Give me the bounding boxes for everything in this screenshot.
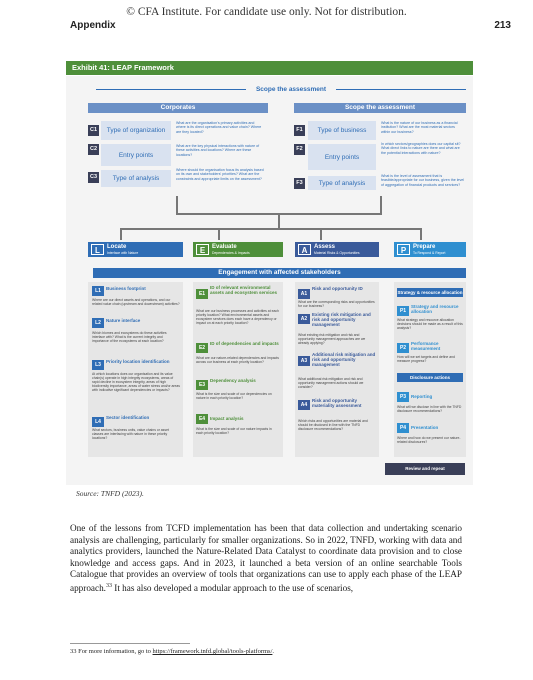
scope-f2-desc: In which sectors/geographies does our capital sit? What direct links to nature are there and what are the potential interactions with nature? [381, 142, 461, 155]
connector-to-locate [120, 228, 122, 240]
code-c2: C2 [88, 144, 99, 155]
scope-right-header: Scope the assessment [294, 103, 466, 113]
code-p1: P1 [397, 306, 409, 316]
assess-a4-title: Risk and opportunity materiality assessment [312, 398, 362, 408]
connector-to-prepare [420, 228, 422, 240]
assess-a1-question: What are the corresponding risks and opportunities for our business? [298, 300, 375, 309]
footnote [70, 648, 274, 655]
locate-l1-question: Where are our direct assets and operations, and our related value chain (upstream and downstream) activities? [92, 298, 180, 307]
step-assess-title: Assess [314, 244, 336, 251]
assess-a4-question: Which risks and opportunities are material and should be disclosed in line with the TNFD disclosure recommendations? [298, 419, 368, 432]
step-prepare [394, 242, 466, 257]
code-f1: F1 [294, 125, 305, 136]
code-e3: E3 [196, 380, 208, 390]
connector-center [278, 213, 280, 229]
exhibit-title: Exhibit 41: LEAP Framework [66, 61, 473, 75]
prepare-p1-question: What strategy and resource allocation decisions should be made as a result of this analysis? [397, 318, 463, 331]
locate-l3-title: Priority location identification [106, 359, 170, 364]
review-and-repeat: Review and repeat [385, 463, 465, 475]
code-l1: L1 [92, 286, 104, 296]
code-c1: C1 [88, 125, 99, 136]
scope-rule-left [96, 89, 246, 90]
connector-to-evaluate [218, 228, 220, 240]
step-prepare-subtitle: To Respond & Report [413, 250, 446, 255]
locate-l4-title: Sector identification [106, 415, 150, 420]
code-a1: A1 [298, 289, 310, 299]
code-a2: A2 [298, 314, 310, 324]
evaluate-e2-title: ID of dependencies and impacts [210, 341, 279, 346]
code-p3: P3 [397, 392, 409, 402]
corporates-type-of-analysis: Type of analysis [101, 170, 171, 187]
body-text: One of the lessons from TCFD implementation has been that data collection and undertaking scenario analysis are challenging, particularly for smaller organizations. So in 2022, TNFD, working with data and analytics providers, launched the Nature-Related Data Catalyst to coordinate data provision and to close knowledge and access gaps. And in 2023, it launched a beta version of an online searchable Tools Catalogue that provides an overview of tools that organizations can use to apply each phase of the LEAP approach. [70, 523, 462, 594]
evaluate-e4-title: Impact analysis [210, 416, 244, 421]
locate-l2-title: Nature interface [106, 318, 141, 323]
locate-l3-question: At which locations does our organisation and its value chain(s) operate in high integrity ecosystems, areas of rapid decline in ecosystem integrity, areas of high biodiversity importance, areas of water stress and/or areas with indicative significant dependencies or impacts? [92, 372, 181, 393]
prepare-disclosure-bar: Disclosure actions [397, 373, 463, 382]
prepare-p2-question: How will we set targets and define and measure progress? [397, 355, 455, 364]
step-evaluate-letter: E [196, 244, 209, 255]
connector-left-down [176, 196, 178, 214]
section-title: Appendix [70, 20, 116, 31]
engagement-bar: Engagement with affected stakeholders [93, 268, 466, 278]
locate-l4-question: What sectors, business units, value chains or asset classes are interfacing with nature in these priority locations? [92, 428, 169, 441]
code-c3: C3 [88, 172, 99, 183]
assess-a2-question: What existing risk mitigation and risk and opportunity management approaches are we already applying? [298, 333, 366, 346]
assess-a1-title: Risk and opportunity ID [312, 286, 363, 291]
code-f2: F2 [294, 144, 305, 155]
footnote-ref[interactable]: 33 [105, 582, 112, 589]
prepare-p3-title: Reporting [411, 394, 433, 399]
evaluate-e2-question: What are our nature-related dependencies and impacts across our business at each priority location? [196, 356, 279, 365]
step-evaluate [193, 242, 283, 257]
code-e4: E4 [196, 414, 208, 424]
corporates-type-of-organization: Type of organization [101, 121, 171, 140]
code-a4: A4 [298, 400, 310, 410]
code-p4: P4 [397, 423, 409, 433]
scope-rule-right [336, 89, 466, 90]
scope-label: Scope the assessment [255, 86, 327, 93]
step-locate-subtitle: Interface with Nature [107, 250, 139, 255]
connector-to-assess [320, 228, 322, 240]
scope-type-of-business: Type of business [308, 121, 376, 140]
code-f3: F3 [294, 178, 305, 189]
code-p2: P2 [397, 343, 409, 353]
corporates-c2-desc: What are the key physical interactions with nature of these activities and locations? Where are these locations? [176, 144, 260, 157]
evaluate-e1-title: ID of relevant environmental assets and ecosystem services [210, 285, 278, 295]
code-e1: E1 [196, 289, 208, 299]
scope-f3-desc: What is the level of assessment that is feasible/appropriate for our business, given the level of aggregation of financial products and services? [381, 174, 465, 187]
step-prepare-letter: P [397, 244, 410, 255]
step-evaluate-title: Evaluate [212, 244, 237, 251]
code-e2: E2 [196, 343, 208, 353]
corporates-c1-desc: What are the organisation's primary activities and where is its direct operations and value chain? Where are they located? [176, 121, 262, 134]
step-evaluate-subtitle: Dependencies & Impacts [212, 250, 250, 255]
prepare-p4-question: Where and how do we present our nature-related disclosures? [397, 436, 461, 445]
assess-a3-title: Additional risk mitigation and risk and opportunity management [312, 352, 376, 367]
scope-f1-desc: What is the nature of our business as a financial institution? What are the most material sectors within our business? [381, 121, 458, 134]
code-a3: A3 [298, 356, 310, 366]
copyright-notice: © CFA Institute. For candidate use only. Not for distribution. [126, 6, 407, 18]
step-assess [295, 242, 379, 257]
locate-l1-title: Business footprint [106, 286, 146, 291]
step-locate [88, 242, 183, 257]
prepare-p4-title: Presentation [411, 425, 439, 430]
code-l3: L3 [92, 360, 104, 370]
prepare-p2-title: Performance measurement [411, 341, 441, 351]
corporates-c3-desc: Where should the organisation focus its analysis based on its own and stakeholders' priorities? What are the constraints and appropriate limits on the assessment? [176, 168, 264, 181]
evaluate-e4-question: What is the size and scale of our nature impacts in each priority location? [196, 427, 272, 436]
step-assess-subtitle: Material Risks & Opportunities [314, 250, 360, 255]
exhibit-source: Source: TNFD (2023). [76, 489, 144, 498]
corporates-entry-points: Entry points [101, 144, 171, 166]
connector-spread [120, 228, 420, 230]
scope-type-of-analysis: Type of analysis [308, 176, 376, 190]
footnote-marker: 33 [70, 648, 77, 655]
page-number: 213 [494, 20, 511, 31]
body-text-tail: It has also developed a modular approach to the use of scenarios, [111, 583, 354, 594]
corporates-header: Corporates [88, 103, 268, 113]
prepare-strategy-bar: Strategy & resource allocation [397, 290, 463, 295]
code-l4: L4 [92, 417, 104, 427]
evaluate-e1-question: What are our business processes and activities at each priority location? What environmental assets and ecosystem services does each have a dependency or impact on at each priority location? [196, 309, 279, 326]
evaluate-e3-title: Dependency analysis [210, 378, 256, 383]
step-prepare-title: Prepare [413, 244, 436, 251]
assess-a3-question: What additional risk mitigation and risk and opportunity management actions should we consider? [298, 377, 364, 390]
locate-l2-question: Which biomes and ecosystems do these activities interface with? What is the current integrity and importance of the ecosystems at each location? [92, 331, 167, 344]
step-locate-letter: L [91, 244, 104, 255]
prepare-p3-question: What will we disclose in line with the TNFD disclosure recommendations? [397, 405, 462, 414]
body-paragraph [70, 523, 462, 595]
scope-entry-points: Entry points [308, 144, 376, 170]
prepare-p1-title: Strategy and resource allocation [411, 304, 459, 314]
connector-right-down [380, 196, 382, 214]
code-l2: L2 [92, 318, 104, 328]
footnote-text: For more information, go to [76, 648, 153, 655]
assess-a2-title: Existing risk mitigation and risk and opportunity management [312, 312, 371, 327]
footnote-end: . [272, 648, 275, 655]
step-assess-letter: A [298, 244, 311, 255]
evaluate-e3-question: What is the size and scale of our dependencies on nature in each priority location? [196, 392, 272, 401]
footnote-rule [70, 643, 190, 644]
step-locate-title: Locate [107, 244, 127, 251]
footnote-link[interactable]: https://framework.tnfd.global/tools-platforms/ [152, 648, 273, 655]
